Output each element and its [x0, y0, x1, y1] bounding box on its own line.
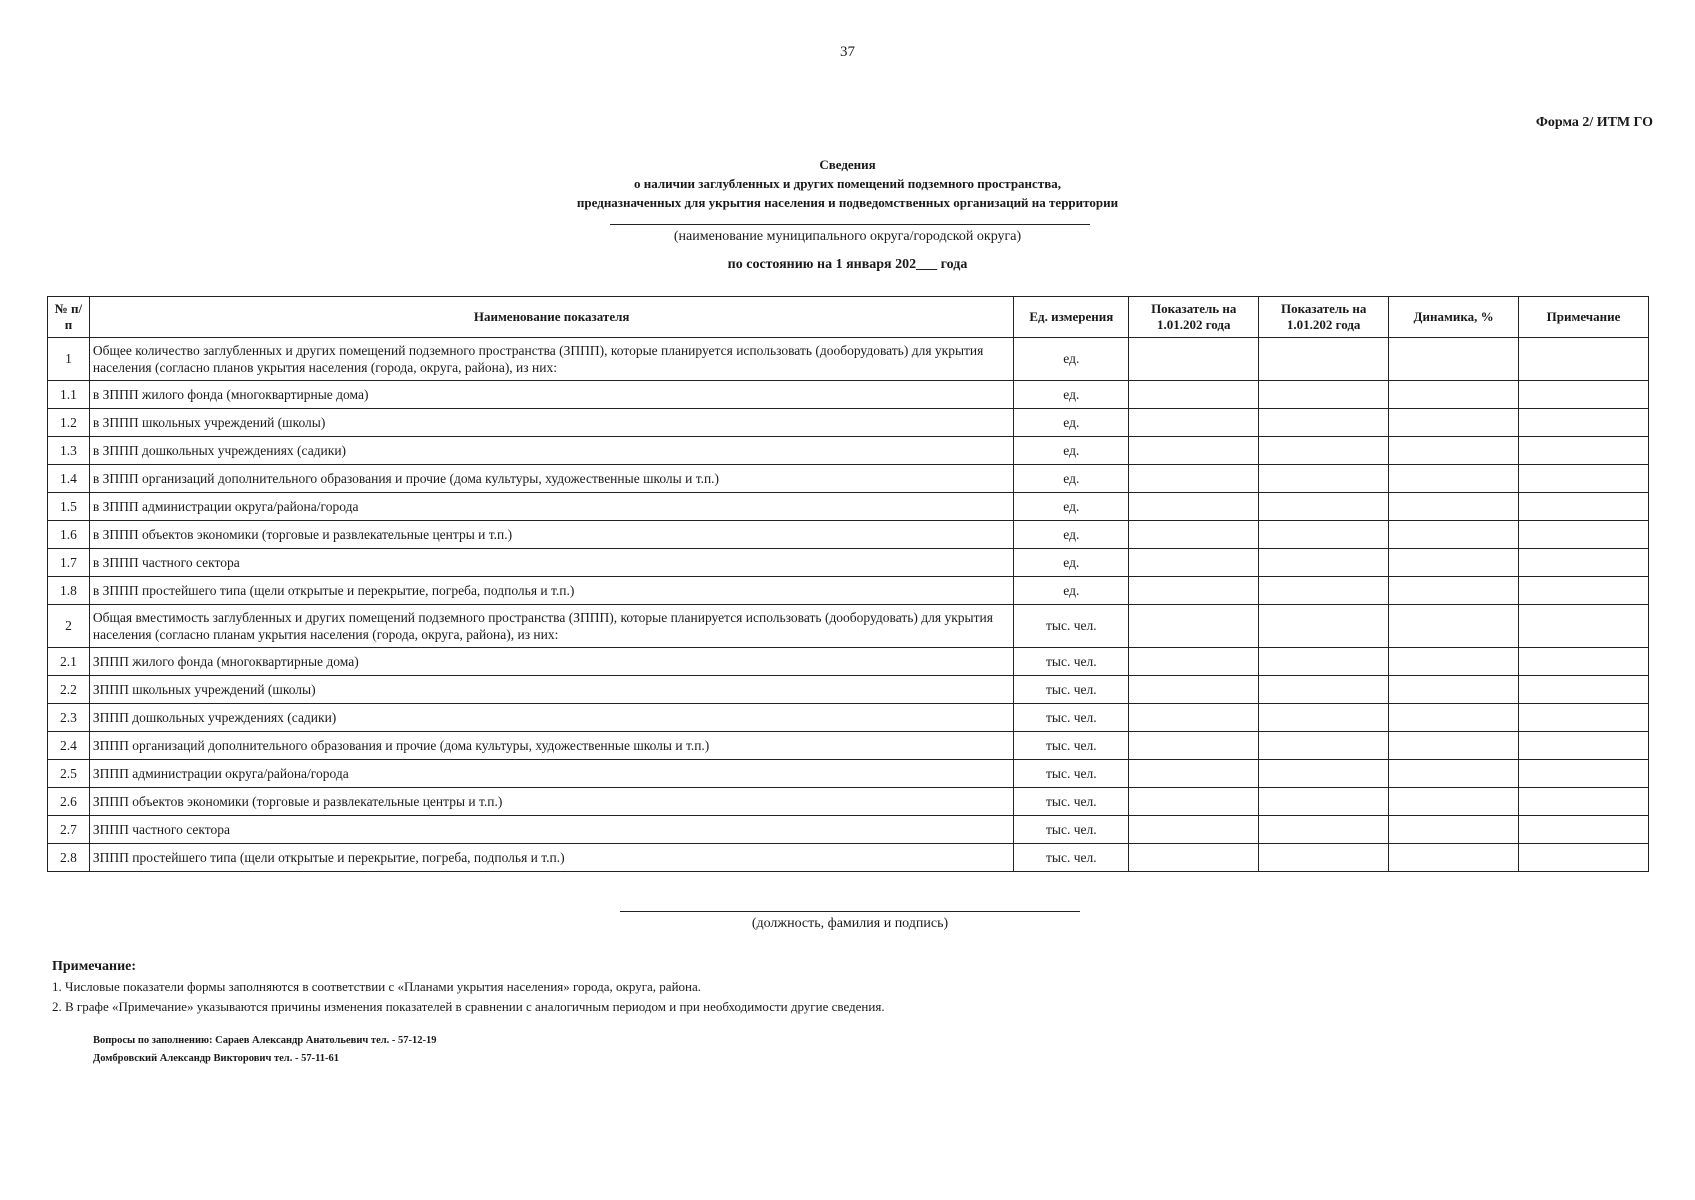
table-row: [48, 760, 1649, 788]
row-value-1-cell[interactable]: [1129, 676, 1259, 704]
row-indicator-name: Общая вместимость заглубленных и других помещений подземного пространства (ЗППП), которые планируется использовать (дооборудовать) для укрытия населения (согласно планам укрытия населения (города, округа, района), из них:: [89, 605, 1014, 648]
row-note-cell[interactable]: [1519, 493, 1649, 521]
row-value-1-cell[interactable]: [1129, 844, 1259, 872]
row-dynamics-cell[interactable]: [1389, 338, 1519, 381]
row-number: 2.2: [48, 676, 90, 704]
row-value-2-cell[interactable]: [1259, 788, 1389, 816]
indicators-table: [47, 296, 1649, 872]
table-row: [48, 338, 1649, 381]
table-row: [48, 521, 1649, 549]
row-value-2-cell[interactable]: [1259, 577, 1389, 605]
row-value-1-cell[interactable]: [1129, 577, 1259, 605]
table-row: [48, 844, 1649, 872]
row-number: 1.8: [48, 577, 90, 605]
row-unit: тыс. чел.: [1014, 844, 1129, 872]
header-note: Примечание: [1519, 297, 1649, 338]
row-value-2-cell[interactable]: [1259, 844, 1389, 872]
row-value-2-cell[interactable]: [1259, 676, 1389, 704]
row-value-1-cell[interactable]: [1129, 437, 1259, 465]
row-dynamics-cell[interactable]: [1389, 676, 1519, 704]
row-note-cell[interactable]: [1519, 732, 1649, 760]
row-value-1-cell[interactable]: [1129, 648, 1259, 676]
row-note-cell[interactable]: [1519, 549, 1649, 577]
row-indicator-name: ЗППП жилого фонда (многоквартирные дома): [89, 648, 1014, 676]
table-row: [48, 493, 1649, 521]
row-number: 2.3: [48, 704, 90, 732]
row-number: 1.2: [48, 409, 90, 437]
row-dynamics-cell[interactable]: [1389, 844, 1519, 872]
row-number: 1.3: [48, 437, 90, 465]
row-number: 1.1: [48, 381, 90, 409]
row-value-1-cell[interactable]: [1129, 549, 1259, 577]
row-dynamics-cell[interactable]: [1389, 788, 1519, 816]
row-value-2-cell[interactable]: [1259, 465, 1389, 493]
table-row: [48, 465, 1649, 493]
row-value-2-cell[interactable]: [1259, 409, 1389, 437]
notes-heading: Примечание:: [52, 959, 137, 974]
row-number: 2.8: [48, 844, 90, 872]
row-note-cell[interactable]: [1519, 704, 1649, 732]
contact-line-1: Вопросы по заполнению: Сараев Александр Анатольевич тел. - 57-12-19: [93, 1035, 437, 1046]
row-unit: ед.: [1014, 338, 1129, 381]
row-value-1-cell[interactable]: [1129, 605, 1259, 648]
row-value-1-cell[interactable]: [1129, 816, 1259, 844]
row-unit: ед.: [1014, 521, 1129, 549]
row-note-cell[interactable]: [1519, 577, 1649, 605]
row-number: 2.4: [48, 732, 90, 760]
row-value-2-cell[interactable]: [1259, 437, 1389, 465]
row-dynamics-cell[interactable]: [1389, 577, 1519, 605]
table-header-row: [48, 297, 1649, 338]
row-indicator-name: ЗППП школьных учреждений (школы): [89, 676, 1014, 704]
row-unit: тыс. чел.: [1014, 816, 1129, 844]
header-value-1: Показатель на 1.01.202 года: [1129, 297, 1259, 338]
title-line-3: предназначенных для укрытия населения и подведомственных организаций на территории: [576, 195, 1119, 210]
note-item: 1. Числовые показатели формы заполняются в соответствии с «Планами укрытия населения» города, округа, района.: [52, 979, 702, 994]
row-value-1-cell[interactable]: [1129, 381, 1259, 409]
row-number: 1.6: [48, 521, 90, 549]
signature-line: [620, 911, 1080, 912]
row-unit: тыс. чел.: [1014, 760, 1129, 788]
row-value-2-cell[interactable]: [1259, 521, 1389, 549]
municipality-caption: (наименование муниципального округа/городской округа): [673, 229, 1022, 244]
table-row: [48, 704, 1649, 732]
row-indicator-name: в ЗППП объектов экономики (торговые и развлекательные центры и т.п.): [89, 521, 1014, 549]
title-line-2: о наличии заглубленных и других помещений подземного пространства,: [634, 176, 1061, 191]
row-dynamics-cell[interactable]: [1389, 732, 1519, 760]
row-number: 1.4: [48, 465, 90, 493]
table-row: [48, 409, 1649, 437]
row-indicator-name: ЗППП простейшего типа (щели открытые и перекрытие, погреба, подполья и т.п.): [89, 844, 1014, 872]
table-body: [48, 338, 1649, 872]
table-row: [48, 648, 1649, 676]
row-indicator-name: в ЗППП организаций дополнительного образования и прочие (дома культуры, художественные школы и т.п.): [89, 465, 1014, 493]
row-unit: тыс. чел.: [1014, 676, 1129, 704]
row-indicator-name: Общее количество заглубленных и других помещений подземного пространства (ЗППП), которые планируется использовать (дооборудовать) для укрытия населения (согласно планов укрытия населения (города, округа, района), из них:: [89, 338, 1014, 381]
row-indicator-name: в ЗППП администрации округа/района/города: [89, 493, 1014, 521]
row-note-cell[interactable]: [1519, 648, 1649, 676]
row-number: 2.6: [48, 788, 90, 816]
row-number: 2.5: [48, 760, 90, 788]
table-row: [48, 577, 1649, 605]
row-indicator-name: в ЗППП частного сектора: [89, 549, 1014, 577]
row-value-1-cell[interactable]: [1129, 409, 1259, 437]
row-note-cell[interactable]: [1519, 816, 1649, 844]
row-value-2-cell[interactable]: [1259, 381, 1389, 409]
row-value-2-cell[interactable]: [1259, 338, 1389, 381]
row-number: 2: [48, 605, 90, 648]
page-number: 37: [840, 44, 855, 60]
row-value-1-cell[interactable]: [1129, 493, 1259, 521]
table-row: [48, 437, 1649, 465]
form-code: Форма 2/ ИТМ ГО: [1535, 115, 1653, 130]
row-dynamics-cell[interactable]: [1389, 465, 1519, 493]
row-dynamics-cell[interactable]: [1389, 816, 1519, 844]
row-unit: тыс. чел.: [1014, 648, 1129, 676]
row-value-1-cell[interactable]: [1129, 704, 1259, 732]
row-number: 2.7: [48, 816, 90, 844]
row-unit: ед.: [1014, 381, 1129, 409]
row-dynamics-cell[interactable]: [1389, 381, 1519, 409]
row-unit: ед.: [1014, 577, 1129, 605]
row-number: 1: [48, 338, 90, 381]
row-dynamics-cell[interactable]: [1389, 409, 1519, 437]
row-value-1-cell[interactable]: [1129, 465, 1259, 493]
row-value-1-cell[interactable]: [1129, 338, 1259, 381]
row-indicator-name: в ЗППП жилого фонда (многоквартирные дома): [89, 381, 1014, 409]
row-dynamics-cell[interactable]: [1389, 549, 1519, 577]
row-indicator-name: ЗППП администрации округа/района/города: [89, 760, 1014, 788]
table-row: [48, 732, 1649, 760]
row-dynamics-cell[interactable]: [1389, 760, 1519, 788]
row-indicator-name: в ЗППП дошкольных учреждениях (садики): [89, 437, 1014, 465]
table-row: [48, 549, 1649, 577]
row-value-2-cell[interactable]: [1259, 648, 1389, 676]
row-unit: ед.: [1014, 409, 1129, 437]
row-dynamics-cell[interactable]: [1389, 648, 1519, 676]
row-note-cell[interactable]: [1519, 437, 1649, 465]
row-value-1-cell[interactable]: [1129, 788, 1259, 816]
header-dynamics: Динамика, %: [1389, 297, 1519, 338]
row-indicator-name: в ЗППП школьных учреждений (школы): [89, 409, 1014, 437]
note-item: 2. В графе «Примечание» указываются причины изменения показателей в сравнении с аналогичным периодом и при необходимости другие сведения.: [52, 999, 885, 1014]
row-number: 1.7: [48, 549, 90, 577]
row-unit: ед.: [1014, 549, 1129, 577]
row-indicator-name: в ЗППП простейшего типа (щели открытые и перекрытие, погреба, подполья и т.п.): [89, 577, 1014, 605]
row-value-1-cell[interactable]: [1129, 732, 1259, 760]
notes-section: [52, 957, 885, 1017]
row-unit: тыс. чел.: [1014, 732, 1129, 760]
row-value-2-cell[interactable]: [1259, 605, 1389, 648]
row-note-cell[interactable]: [1519, 788, 1649, 816]
row-unit: ед.: [1014, 493, 1129, 521]
row-dynamics-cell[interactable]: [1389, 493, 1519, 521]
header-num: № п/п: [48, 297, 90, 338]
row-value-2-cell[interactable]: [1259, 549, 1389, 577]
row-dynamics-cell[interactable]: [1389, 605, 1519, 648]
contacts-section: [93, 1032, 437, 1068]
row-value-1-cell[interactable]: [1129, 760, 1259, 788]
row-indicator-name: ЗППП частного сектора: [89, 816, 1014, 844]
row-indicator-name: ЗППП дошкольных учреждениях (садики): [89, 704, 1014, 732]
row-note-cell[interactable]: [1519, 676, 1649, 704]
table-row: [48, 605, 1649, 648]
row-note-cell[interactable]: [1519, 465, 1649, 493]
table-row: [48, 788, 1649, 816]
document-title: [0, 155, 1695, 212]
row-dynamics-cell[interactable]: [1389, 437, 1519, 465]
row-note-cell[interactable]: [1519, 338, 1649, 381]
row-unit: тыс. чел.: [1014, 704, 1129, 732]
report-date-line: по состоянию на 1 января 202___ года: [727, 257, 968, 272]
row-dynamics-cell[interactable]: [1389, 704, 1519, 732]
row-note-cell[interactable]: [1519, 521, 1649, 549]
row-unit: тыс. чел.: [1014, 605, 1129, 648]
row-value-2-cell[interactable]: [1259, 732, 1389, 760]
row-note-cell[interactable]: [1519, 409, 1649, 437]
municipality-fill-line: [610, 224, 1090, 225]
row-number: 1.5: [48, 493, 90, 521]
row-indicator-name: ЗППП объектов экономики (торговые и развлекательные центры и т.п.): [89, 788, 1014, 816]
header-name: Наименование показателя: [89, 297, 1014, 338]
row-value-2-cell[interactable]: [1259, 760, 1389, 788]
row-indicator-name: ЗППП организаций дополнительного образования и прочие (дома культуры, художественные школы и т.п.): [89, 732, 1014, 760]
table-row: [48, 816, 1649, 844]
row-dynamics-cell[interactable]: [1389, 521, 1519, 549]
row-unit: ед.: [1014, 437, 1129, 465]
row-note-cell[interactable]: [1519, 844, 1649, 872]
row-unit: тыс. чел.: [1014, 788, 1129, 816]
row-value-2-cell[interactable]: [1259, 704, 1389, 732]
header-unit: Ед. измерения: [1014, 297, 1129, 338]
row-value-1-cell[interactable]: [1129, 521, 1259, 549]
table-row: [48, 676, 1649, 704]
row-value-2-cell[interactable]: [1259, 816, 1389, 844]
table-row: [48, 381, 1649, 409]
row-value-2-cell[interactable]: [1259, 493, 1389, 521]
title-line-1: Сведения: [819, 157, 876, 172]
row-number: 2.1: [48, 648, 90, 676]
row-unit: ед.: [1014, 465, 1129, 493]
row-note-cell[interactable]: [1519, 605, 1649, 648]
header-value-2: Показатель на 1.01.202 года: [1259, 297, 1389, 338]
signature-caption: (должность, фамилия и подпись): [751, 916, 949, 931]
contact-line-2: Домбровский Александр Викторович тел. - 57-11-61: [93, 1053, 339, 1064]
row-note-cell[interactable]: [1519, 760, 1649, 788]
row-note-cell[interactable]: [1519, 381, 1649, 409]
